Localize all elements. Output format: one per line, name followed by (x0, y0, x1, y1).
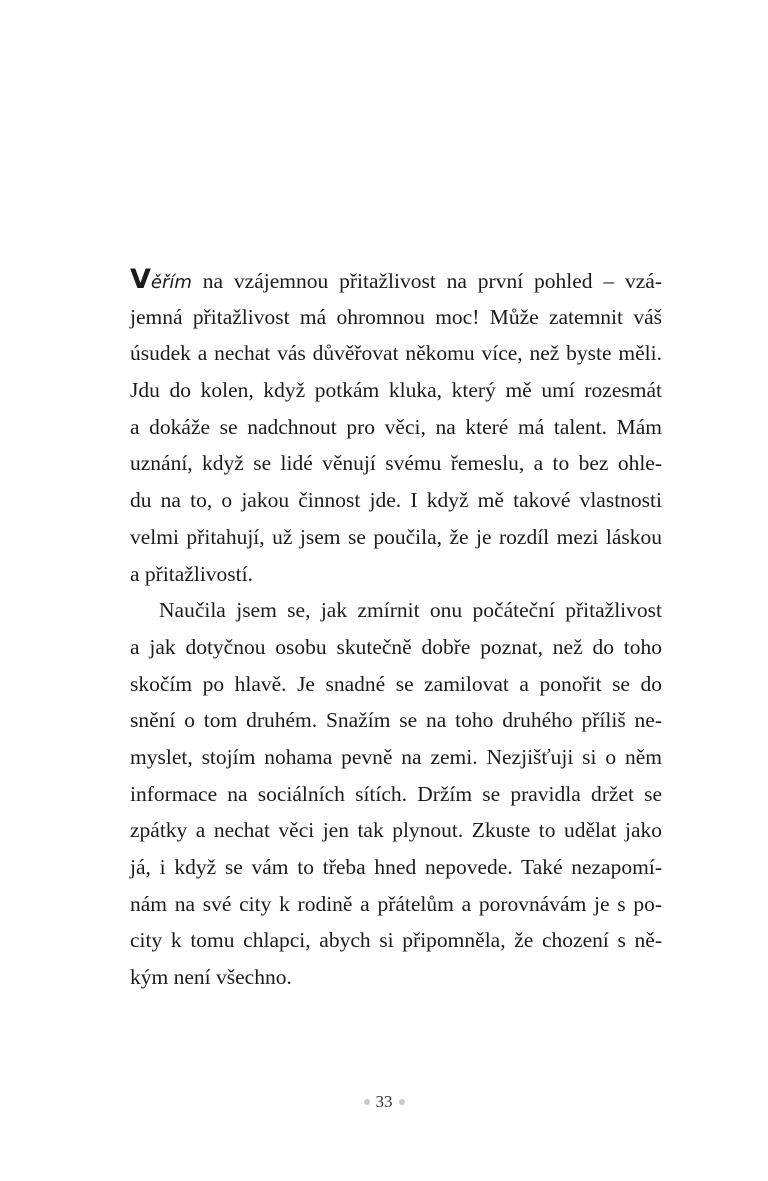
paragraph-2-line: snění o tom druhém. Snažím se na toho druhého příliš ne- (130, 708, 662, 733)
paragraph-2-line: a jak dotyčnou osobu skutečně dobře poznat, než do toho (130, 634, 662, 659)
ornament-dot-icon (399, 1099, 405, 1105)
paragraph-1-line: velmi přitahují, už jsem se poučila, že je rozdíl mezi láskou (130, 524, 662, 549)
page-number: 33 (375, 1092, 393, 1111)
paragraph-1-line: Jdu do kolen, když potkám kluka, který mě umí rozesmát (130, 378, 662, 403)
paragraph-2-line: Naučila jsem se, jak zmírnit onu počáteční přitažlivost (159, 598, 662, 623)
ornament-dot-icon (364, 1099, 370, 1105)
paragraph-2-line: skočím po hlavě. Je snadné se zamilovat a ponořit se do (130, 671, 662, 696)
paragraph-1-line-1-text: na vzájemnou přitažlivost na první pohled – vzá- (191, 269, 662, 293)
paragraph-1-line: a přitažlivostí. (130, 561, 253, 586)
paragraph-1-line: jemná přitažlivost má ohromnou moc! Může zatemnit váš (130, 304, 662, 329)
page-footer (0, 1092, 768, 1112)
paragraph-2-line: zpátky a nechat věci jen tak plynout. Zkuste to udělat jako (130, 818, 662, 843)
paragraph-1-line: uznání, když se lidé věnují svému řemeslu, a to bez ohle- (130, 451, 662, 476)
paragraph-1-line: a dokáže se nadchnout pro věci, na které má talent. Mám (130, 414, 662, 439)
paragraph-1-line-1 (130, 262, 662, 299)
paragraph-2-line: já, i když se vám to třeba hned nepovede. Také nezapomí- (130, 855, 662, 879)
body-text (130, 262, 662, 996)
paragraph-1-line: du na to, o jakou činnost jde. I když mě takové vlastnosti (130, 488, 662, 513)
paragraph-2-line: nám na své city k rodině a přátelům a porovnávám je s po- (130, 891, 662, 916)
paragraph-1-line: úsudek a nechat vás důvěřovat někomu více, než byste měli. (130, 341, 662, 366)
drop-cap: V (130, 264, 151, 295)
paragraph-2-line: kým není všechno. (130, 965, 292, 990)
paragraph-2-line: city k tomu chlapci, abych si připomněla, že chození s ně- (130, 928, 662, 953)
lead-in-emphasis: ěřím (150, 272, 192, 293)
paragraph-2-line: myslet, stojím nohama pevně na zemi. Nezjišťuji si o něm (130, 744, 662, 769)
paragraph-2-line: informace na sociálních sítích. Držím se pravidla držet se (130, 781, 662, 806)
